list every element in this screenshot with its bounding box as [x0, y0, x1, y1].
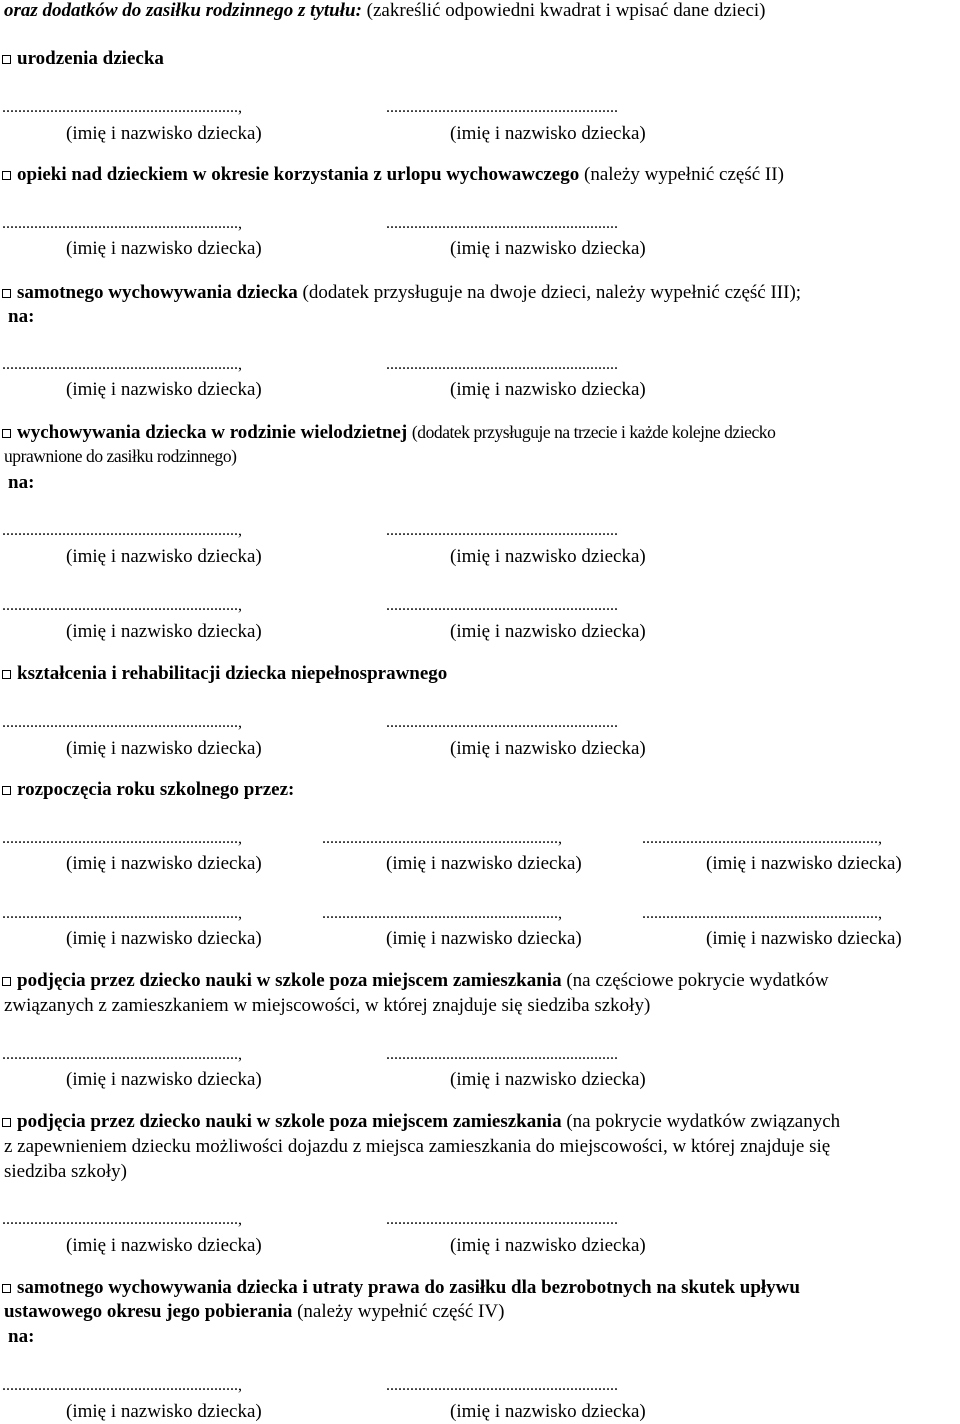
checkbox-urodzenia[interactable] [2, 55, 11, 64]
option-note: (na pokrycie wydatków związanych [566, 1111, 841, 1132]
option-note-continued: związanych z zamieszkaniem w miejscowości, w której znajduje się siedziba szkoły) [4, 995, 651, 1016]
name-field-dots[interactable]: .......................................................... [386, 1377, 618, 1394]
child-name-caption: (imię i nazwisko dziecka) [386, 853, 582, 874]
option-label: ustawowego okresu jego pobierania [4, 1301, 293, 1322]
option-note: (dodatek przysługuje na trzecie i każde kolejne dziecko [411, 422, 776, 442]
name-field-dots[interactable]: ..........................................................., [2, 99, 242, 116]
name-field-dots[interactable]: .......................................................... [386, 522, 618, 539]
child-name-caption: (imię i nazwisko dziecka) [66, 621, 262, 642]
section-header [4, 1, 766, 20]
checkbox-wielodzietnej[interactable] [2, 429, 11, 438]
name-field-dots[interactable]: ..........................................................., [2, 1211, 242, 1228]
child-name-caption: (imię i nazwisko dziecka) [66, 123, 262, 144]
child-name-caption: (imię i nazwisko dziecka) [66, 1069, 262, 1090]
child-name-caption: (imię i nazwisko dziecka) [386, 928, 582, 949]
checkbox-opieki[interactable] [2, 171, 11, 180]
child-name-caption: (imię i nazwisko dziecka) [450, 546, 646, 567]
option-label: wychowywania dziecka w rodzinie wielodzietnej [17, 422, 408, 443]
child-name-caption: (imię i nazwisko dziecka) [450, 621, 646, 642]
child-name-caption: (imię i nazwisko dziecka) [66, 738, 262, 759]
option-label: podjęcia przez dziecko nauki w szkole poza miejscem zamieszkania [17, 1111, 562, 1132]
child-name-caption: (imię i nazwisko dziecka) [706, 928, 902, 949]
option-bezrobotni [0, 1278, 800, 1297]
option-rozpoczecia [0, 780, 294, 799]
option-wielodzietnej [0, 423, 775, 442]
option-note: (należy wypełnić część IV) [297, 1301, 505, 1322]
na-label: na: [8, 306, 35, 327]
option-note-continued: z zapewnieniem dziecku możliwości dojazdu z miejsca zamieszkania do miejscowości, w której znajduje się [4, 1136, 831, 1157]
checkbox-nauka-mieszkanie[interactable] [2, 977, 11, 986]
name-field-dots[interactable]: ..........................................................., [642, 830, 882, 847]
child-name-caption: (imię i nazwisko dziecka) [66, 238, 262, 259]
child-name-caption: (imię i nazwisko dziecka) [450, 1401, 646, 1422]
checkbox-ksztalcenia[interactable] [2, 670, 11, 679]
child-name-caption: (imię i nazwisko dziecka) [66, 546, 262, 567]
option-note-continued: siedziba szkoły) [4, 1161, 127, 1182]
option-label: podjęcia przez dziecko nauki w szkole poza miejscem zamieszkania [17, 970, 562, 991]
option-note-continued: uprawnione do zasiłku rodzinnego) [4, 446, 237, 466]
option-ksztalcenia [0, 664, 447, 683]
option-samotnego [0, 283, 801, 302]
child-name-caption: (imię i nazwisko dziecka) [450, 1069, 646, 1090]
child-name-caption: (imię i nazwisko dziecka) [450, 1235, 646, 1256]
checkbox-nauka-dojazd[interactable] [2, 1118, 11, 1127]
option-urodzenia [0, 49, 164, 68]
option-label: samotnego wychowywania dziecka i utraty prawa do zasiłku dla bezrobotnych na skutek upływu [17, 1277, 800, 1298]
child-name-caption: (imię i nazwisko dziecka) [450, 238, 646, 259]
child-name-caption: (imię i nazwisko dziecka) [450, 738, 646, 759]
option-label-continued [4, 1302, 504, 1321]
option-opieki [0, 165, 784, 184]
child-name-caption: (imię i nazwisko dziecka) [66, 1235, 262, 1256]
option-note: (na częściowe pokrycie wydatków [566, 970, 829, 991]
option-label: samotnego wychowywania dziecka [17, 282, 298, 303]
na-label: na: [8, 1326, 35, 1347]
option-nauka-mieszkanie [0, 971, 829, 990]
child-name-caption: (imię i nazwisko dziecka) [706, 853, 902, 874]
name-field-dots[interactable]: .......................................................... [386, 597, 618, 614]
name-field-dots[interactable]: ..........................................................., [2, 215, 242, 232]
name-field-dots[interactable]: ..........................................................., [642, 905, 882, 922]
name-field-dots[interactable]: .......................................................... [386, 714, 618, 731]
child-name-caption: (imię i nazwisko dziecka) [66, 928, 262, 949]
child-name-caption: (imię i nazwisko dziecka) [450, 123, 646, 144]
option-label: urodzenia dziecka [17, 48, 164, 69]
option-label: rozpoczęcia roku szkolnego przez: [17, 779, 295, 800]
name-field-dots[interactable]: ..........................................................., [2, 522, 242, 539]
option-label: opieki nad dzieckiem w okresie korzystania z urlopu wychowawczego [17, 164, 580, 185]
option-label: kształcenia i rehabilitacji dziecka niepełnosprawnego [17, 663, 448, 684]
child-name-caption: (imię i nazwisko dziecka) [450, 379, 646, 400]
checkbox-rozpoczecia[interactable] [2, 786, 11, 795]
name-field-dots[interactable]: .......................................................... [386, 99, 618, 116]
option-note: (dodatek przysługuje na dwoje dzieci, należy wypełnić część III); [302, 282, 802, 303]
name-field-dots[interactable]: ..........................................................., [2, 905, 242, 922]
checkbox-samotnego[interactable] [2, 289, 11, 298]
name-field-dots[interactable]: .......................................................... [386, 215, 618, 232]
header-title: oraz dodatków do zasiłku rodzinnego z tytułu: [4, 0, 362, 21]
name-field-dots[interactable]: ..........................................................., [2, 1046, 242, 1063]
option-note: (należy wypełnić część II) [584, 164, 784, 185]
name-field-dots[interactable]: ..........................................................., [2, 714, 242, 731]
child-name-caption: (imię i nazwisko dziecka) [66, 1401, 262, 1422]
name-field-dots[interactable]: ..........................................................., [322, 830, 562, 847]
name-field-dots[interactable]: ..........................................................., [2, 1377, 242, 1394]
name-field-dots[interactable]: .......................................................... [386, 1211, 618, 1228]
name-field-dots[interactable]: .......................................................... [386, 1046, 618, 1063]
header-note: (zakreślić odpowiedni kwadrat i wpisać dane dzieci) [366, 0, 766, 21]
checkbox-bezrobotni[interactable] [2, 1284, 11, 1293]
name-field-dots[interactable]: .......................................................... [386, 356, 618, 373]
name-field-dots[interactable]: ..........................................................., [2, 830, 242, 847]
name-field-dots[interactable]: ..........................................................., [2, 356, 242, 373]
child-name-caption: (imię i nazwisko dziecka) [66, 853, 262, 874]
na-label: na: [8, 472, 35, 493]
option-nauka-dojazd [0, 1112, 840, 1131]
name-field-dots[interactable]: ..........................................................., [2, 597, 242, 614]
child-name-caption: (imię i nazwisko dziecka) [66, 379, 262, 400]
name-field-dots[interactable]: ..........................................................., [322, 905, 562, 922]
